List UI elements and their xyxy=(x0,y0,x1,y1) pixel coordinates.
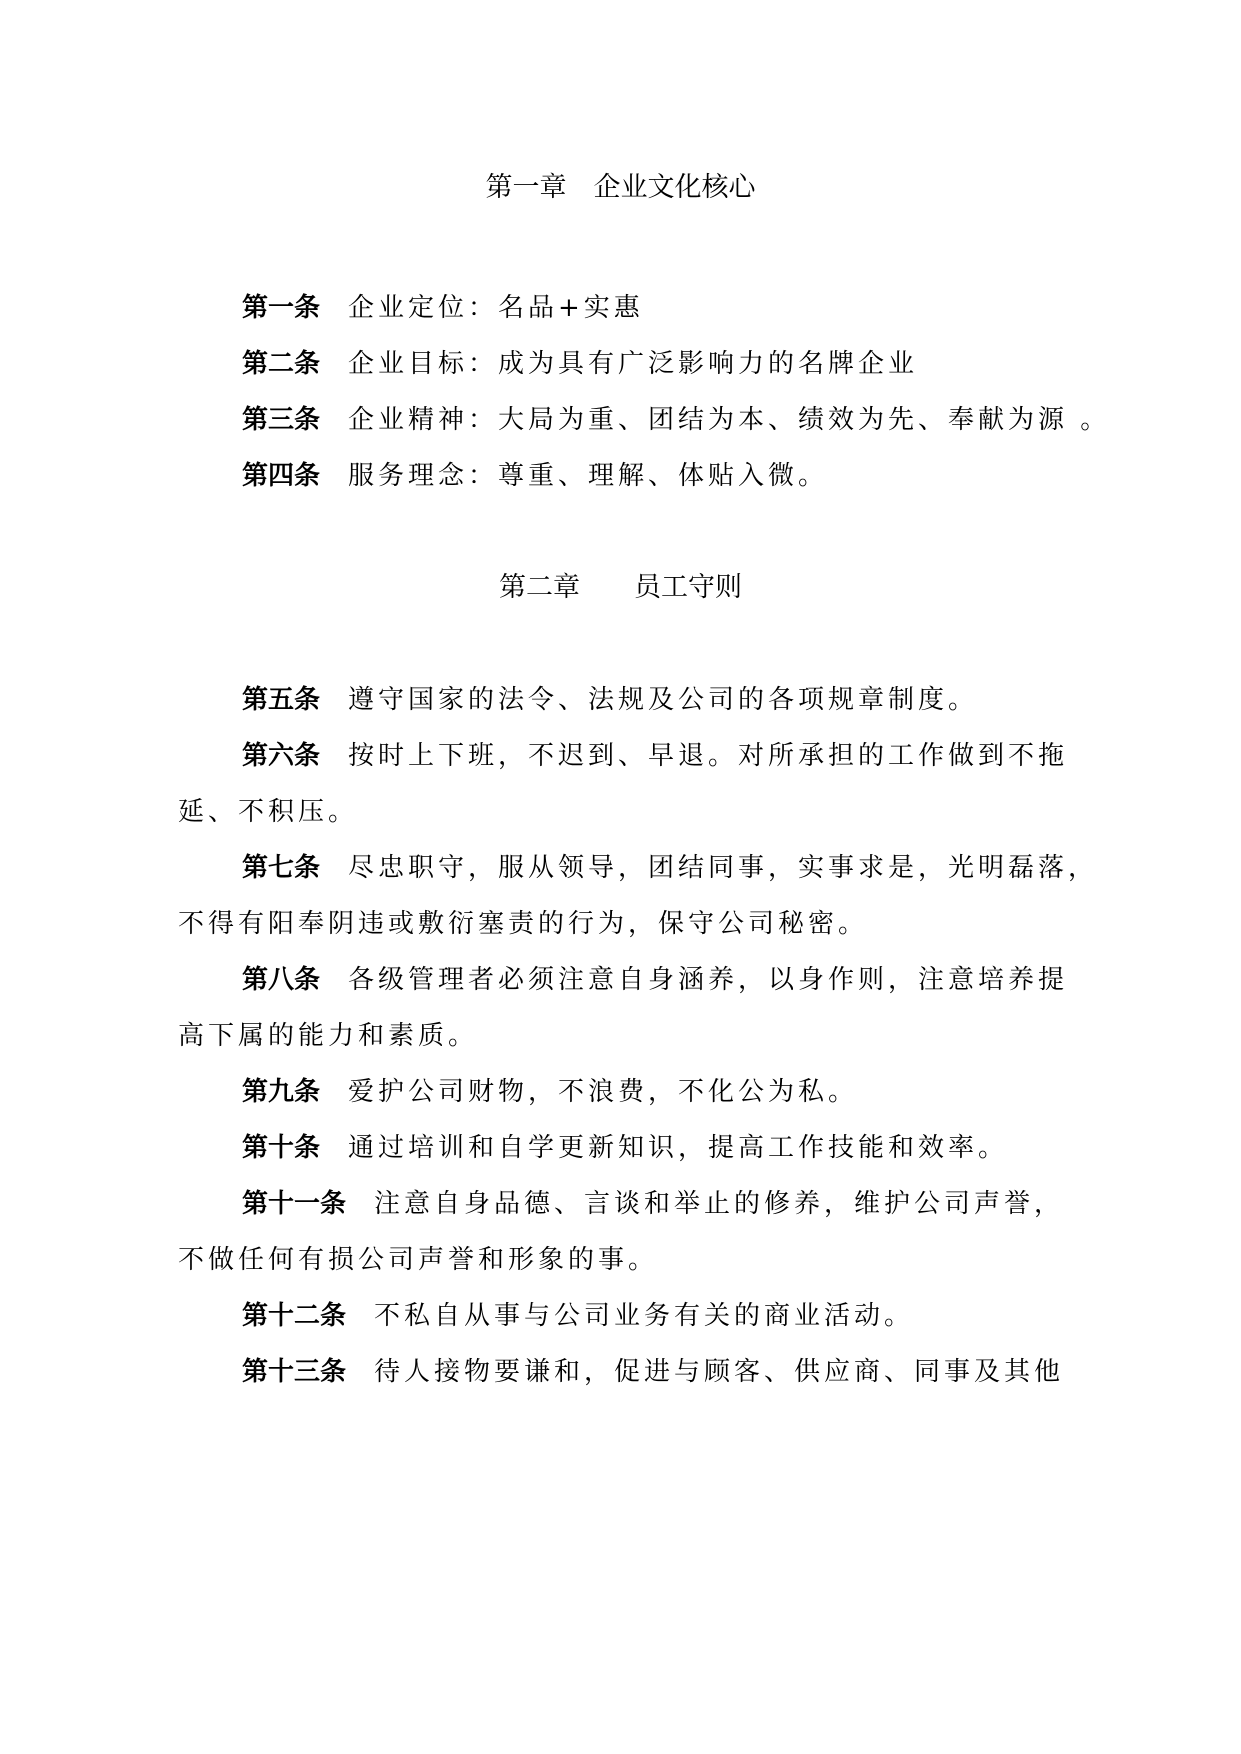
article-2 xyxy=(242,344,918,384)
article-label: 第十三条 xyxy=(242,1357,347,1387)
article-text: 服务理念：尊重、理解、体贴入微。 xyxy=(348,461,829,491)
article-text: 企业精神：大局为重、团结为本、绩效为先、奉献为源 。 xyxy=(348,405,1111,435)
article-text: 延、不积压。 xyxy=(178,797,359,827)
article-label: 第六条 xyxy=(242,741,321,771)
article-7-continuation xyxy=(178,904,868,944)
article-text: 企业定位：名品+实惠 xyxy=(348,293,644,323)
article-text: 按时上下班，不迟到、早退。对所承担的工作做到不拖 xyxy=(348,741,1069,771)
article-8-continuation xyxy=(178,1016,478,1056)
article-text: 不私自从事与公司业务有关的商业活动。 xyxy=(374,1301,915,1331)
article-13 xyxy=(242,1352,1064,1392)
article-text: 各级管理者必须注意自身涵养，以身作则，注意培养提 xyxy=(348,965,1069,995)
article-1 xyxy=(242,288,644,328)
article-12 xyxy=(242,1296,914,1336)
chapter-1-title: 第一章 企业文化核心 xyxy=(485,172,756,203)
article-label: 第四条 xyxy=(242,461,321,491)
article-4 xyxy=(242,456,828,496)
article-9 xyxy=(242,1072,858,1112)
chapter-2-title: 第二章 员工守则 xyxy=(499,572,742,603)
article-10 xyxy=(242,1128,1008,1168)
article-label: 第十条 xyxy=(242,1133,321,1163)
article-label: 第二条 xyxy=(242,349,321,379)
article-text: 不做任何有损公司声誉和形象的事。 xyxy=(178,1245,659,1275)
article-label: 第一条 xyxy=(242,293,321,323)
article-3 xyxy=(242,400,1110,440)
article-text: 不得有阳奉阴违或敷衍塞责的行为，保守公司秘密。 xyxy=(178,909,869,939)
article-text: 企业目标：成为具有广泛影响力的名牌企业 xyxy=(348,349,919,379)
article-text: 遵守国家的法令、法规及公司的各项规章制度。 xyxy=(348,685,979,715)
article-text: 爱护公司财物，不浪费，不化公为私。 xyxy=(348,1077,859,1107)
article-11-continuation xyxy=(178,1240,658,1280)
article-label: 第七条 xyxy=(242,853,321,883)
article-label: 第八条 xyxy=(242,965,321,995)
article-label: 第九条 xyxy=(242,1077,321,1107)
article-5 xyxy=(242,680,978,720)
article-text: 通过培训和自学更新知识，提高工作技能和效率。 xyxy=(348,1133,1009,1163)
article-text: 注意自身品德、言谈和举止的修养，维护公司声誉， xyxy=(374,1189,1065,1219)
article-label: 第三条 xyxy=(242,405,321,435)
article-text: 待人接物要谦和，促进与顾客、供应商、同事及其他 xyxy=(374,1357,1065,1387)
article-6-continuation xyxy=(178,792,358,832)
article-text: 尽忠职守，服从领导，团结同事，实事求是，光明磊落， xyxy=(348,853,1099,883)
article-11 xyxy=(242,1184,1064,1224)
article-label: 第十二条 xyxy=(242,1301,347,1331)
article-7 xyxy=(242,848,1098,888)
article-text: 高下属的能力和素质。 xyxy=(178,1021,479,1051)
article-8 xyxy=(242,960,1068,1000)
article-label: 第五条 xyxy=(242,685,321,715)
article-6 xyxy=(242,736,1068,776)
article-label: 第十一条 xyxy=(242,1189,347,1219)
